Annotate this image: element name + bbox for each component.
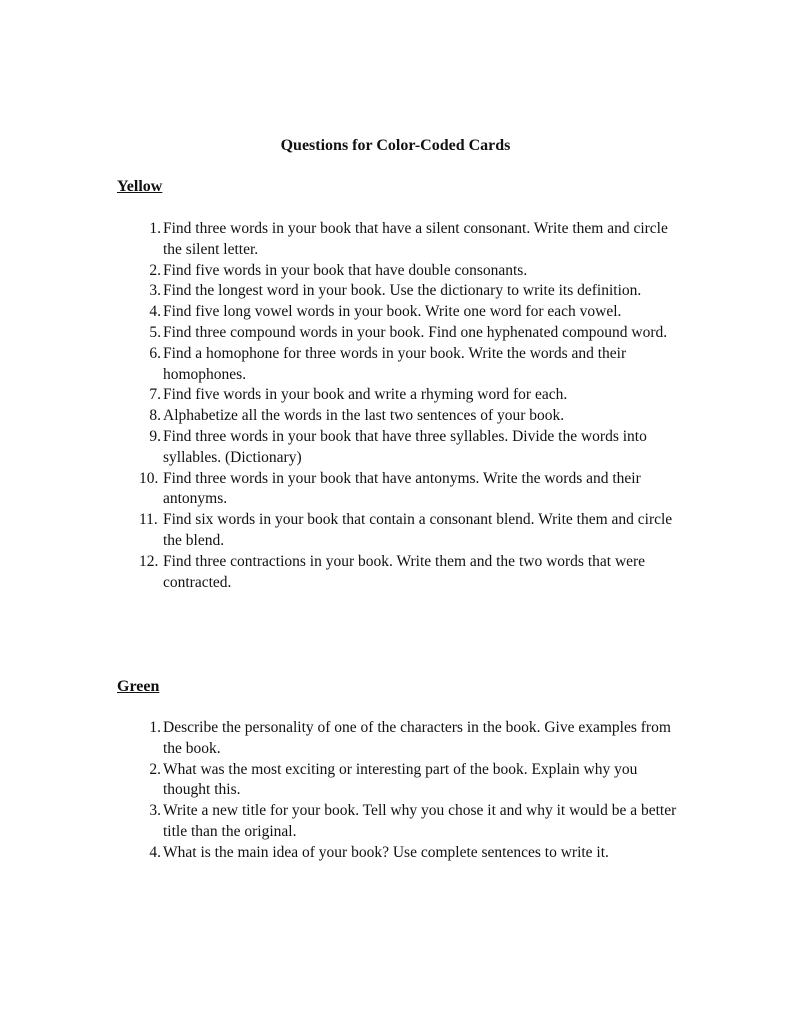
item-number: 12. [139, 552, 159, 570]
item-text: Find three words in your book that have antonyms. Write the words and their antonyms. [163, 469, 641, 508]
item-number: 9. [149, 427, 161, 445]
item-text: Describe the personality of one of the characters in the book. Give examples from the book. [163, 719, 671, 757]
item-number: 2. [149, 261, 161, 279]
list-item [117, 843, 677, 864]
item-number: 2. [149, 760, 161, 778]
item-number: 8. [149, 407, 161, 425]
list-item [117, 406, 677, 427]
item-text: Find three contractions in your book. Write them and the two words that were contracted. [163, 552, 646, 591]
item-number: 3. [149, 282, 161, 300]
item-text: Find five long vowel words in your book. Write one word for each vowel. [163, 303, 622, 321]
list-item [117, 219, 677, 261]
item-text: Find a homophone for three words in your book. Write the words and their homophones. [163, 344, 627, 383]
list-item [117, 261, 677, 282]
item-text: What is the main idea of your book? Use complete sentences to write it. [163, 843, 609, 861]
item-text: Alphabetize all the words in the last two sentences of your book. [163, 407, 565, 425]
list-item [117, 801, 677, 843]
list-item [117, 510, 677, 552]
list-item [117, 469, 677, 511]
item-number: 1. [149, 220, 161, 237]
question-list-yellow [117, 219, 677, 593]
item-number: 11. [139, 511, 158, 529]
list-item [117, 344, 677, 386]
question-list-green [117, 718, 677, 864]
item-text: Find five words in your book and write a rhyming word for each. [163, 386, 568, 404]
item-text: What was the most exciting or interesting part of the book. Explain why you thought this. [163, 760, 638, 799]
item-text: Find three words in your book that have three syllables. Divide the words into syllables. (Dictionary) [163, 427, 647, 466]
item-number: 5. [149, 323, 161, 341]
item-number: 4. [149, 843, 161, 861]
item-text: Find three compound words in your book. Find one hyphenated compound word. [163, 323, 668, 341]
list-item [117, 385, 677, 406]
item-text: Find three words in your book that have a silent consonant. Write them and circle the silent letter. [163, 220, 668, 258]
list-item [117, 718, 677, 760]
list-item [117, 281, 677, 302]
item-number: 10. [139, 469, 159, 487]
item-number: 3. [149, 802, 161, 820]
item-number: 4. [149, 303, 161, 321]
list-item [117, 427, 677, 469]
item-number: 6. [149, 344, 161, 362]
list-item [117, 760, 677, 802]
section-heading-green: Green [117, 678, 160, 695]
item-number: 7. [149, 386, 161, 404]
section-heading-yellow: Yellow [117, 178, 163, 195]
page-title: Questions for Color-Coded Cards [280, 137, 511, 154]
list-item [117, 302, 677, 323]
list-item [117, 552, 677, 594]
item-text: Find five words in your book that have double consonants. [163, 261, 528, 279]
list-item [117, 323, 677, 344]
item-text: Write a new title for your book. Tell why you chose it and why it would be a better title than the original. [163, 802, 677, 840]
item-text: Find six words in your book that contain a consonant blend. Write them and circle the blend. [163, 511, 673, 549]
item-number: 1. [149, 719, 161, 736]
item-text: Find the longest word in your book. Use the dictionary to write its definition. [163, 282, 642, 300]
